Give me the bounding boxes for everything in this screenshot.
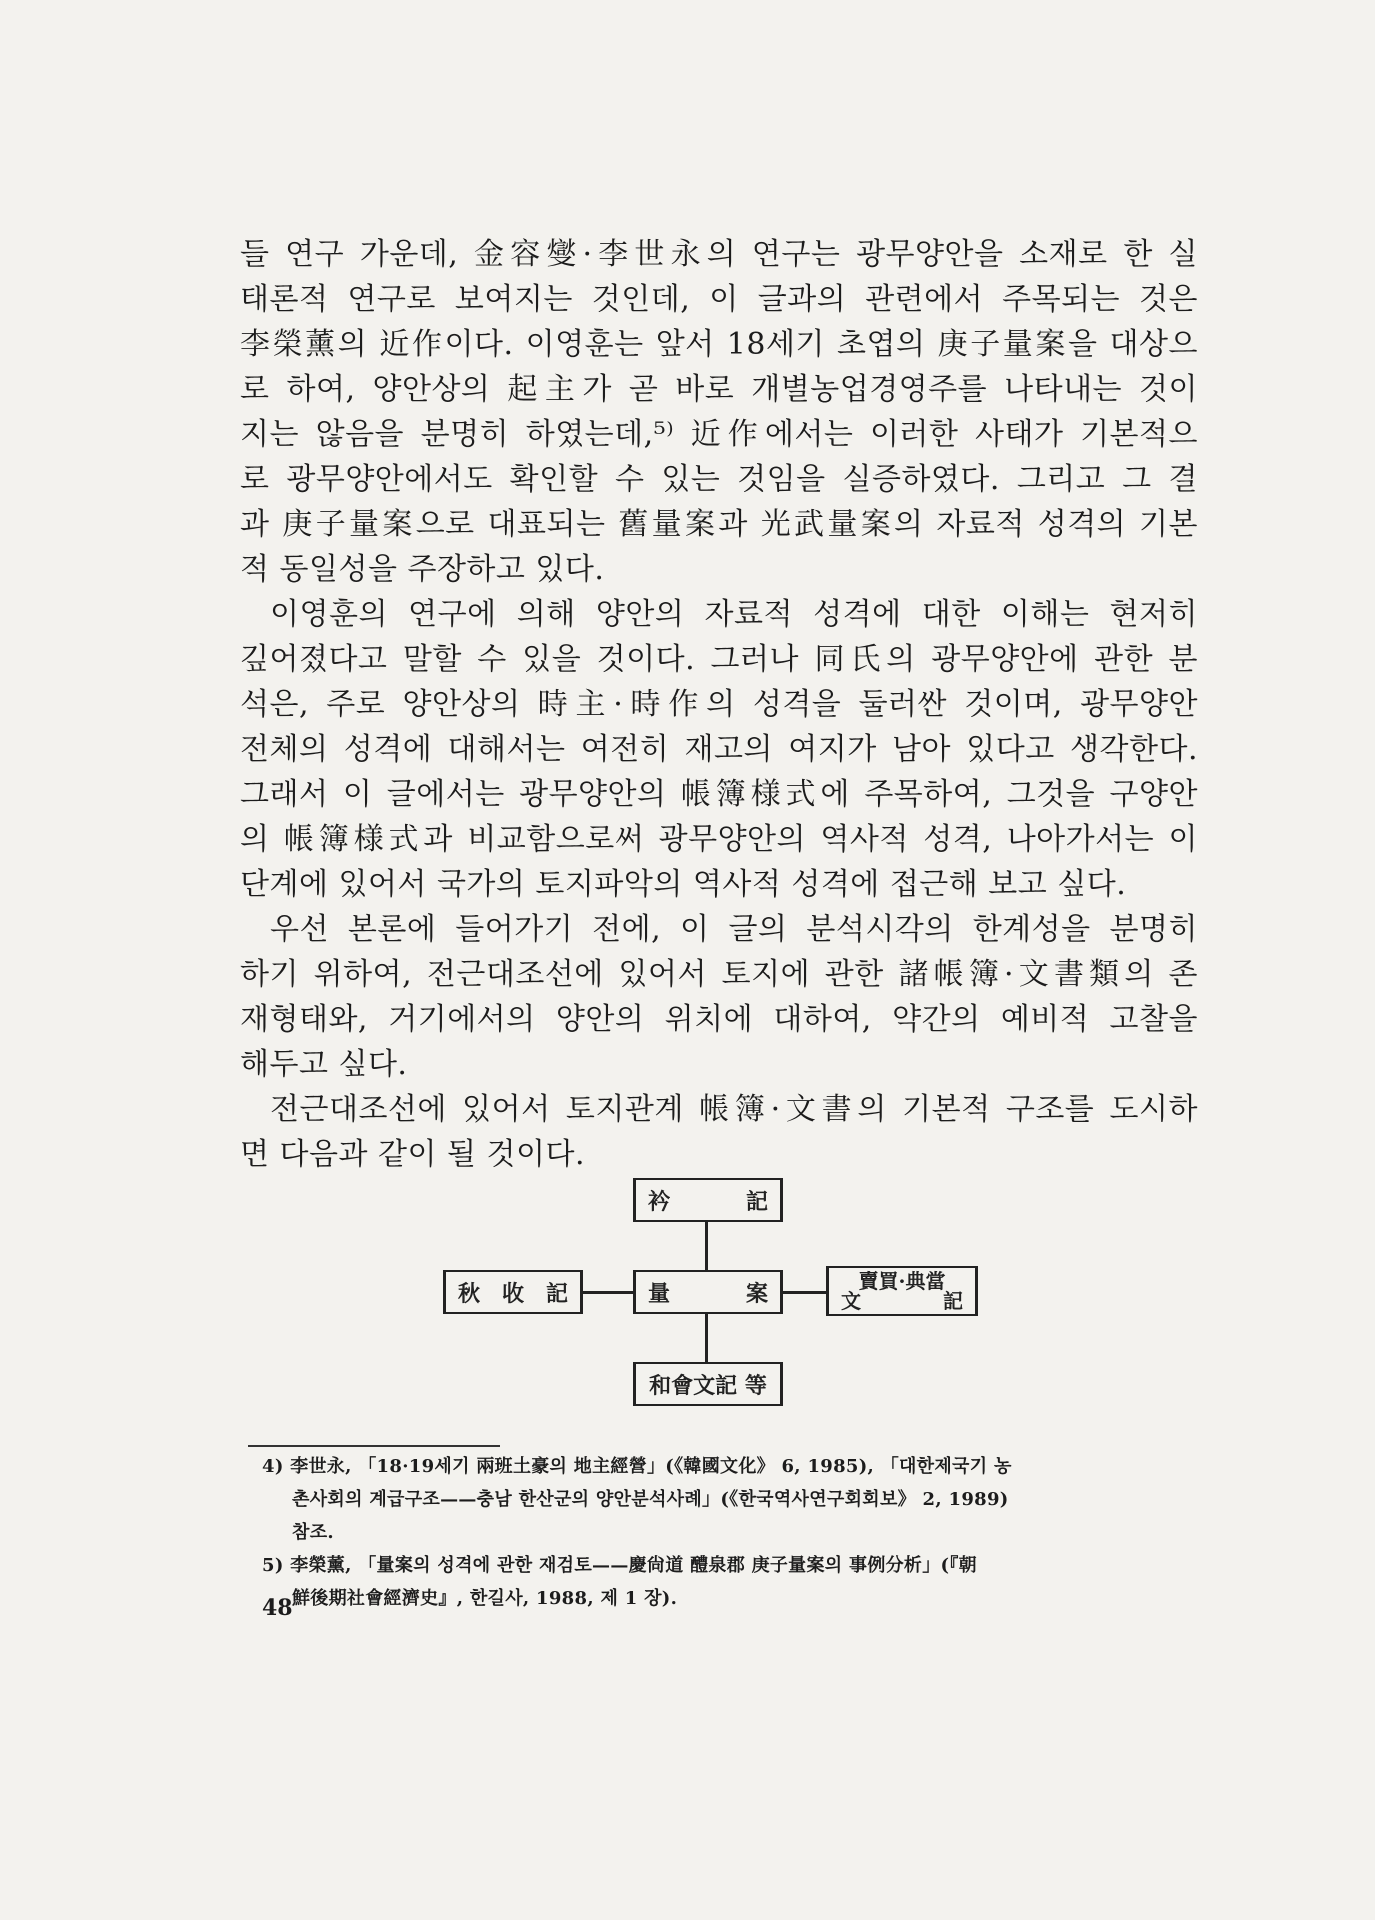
footnote-line: 촌사회의 계급구조——충남 한산군의 양안분석사례」(《한국역사연구회회보》 2, 1989) xyxy=(292,1489,1009,1510)
footnote-line: 5) 李榮薰, 「量案의 성격에 관한 재검토——慶尙道 醴泉郡 庚子量案의 事例分析」(『朝 xyxy=(262,1555,977,1576)
body-line: 단계에 있어서 국가의 토지파악의 역사적 성격에 접근해 보고 싶다. xyxy=(240,867,1127,902)
box-char: 量 xyxy=(648,1280,671,1307)
body-line: 로 하여, 양안상의 起主가 곧 바로 개별농업경영주를 나타내는 것이 xyxy=(240,372,1198,407)
body-line: 적 동일성을 주장하고 있다. xyxy=(240,552,605,587)
box-char: 衿 xyxy=(648,1188,671,1215)
connector-top xyxy=(705,1222,708,1270)
body-line: 하기 위하여, 전근대조선에 있어서 토지에 관한 諸帳簿·文書類의 존 xyxy=(240,957,1198,992)
body-line: 의 帳簿様式과 비교함으로써 광무양안의 역사적 성격, 나아가서는 이 xyxy=(240,822,1198,857)
body-line: 해두고 싶다. xyxy=(240,1047,408,1082)
diagram-box-top xyxy=(633,1178,783,1222)
body-line: 그래서 이 글에서는 광무양안의 帳簿様式에 주목하여, 그것을 구양안 xyxy=(240,777,1198,812)
body-line: 과 庚子量案으로 대표되는 舊量案과 光武量案의 자료적 성격의 기본 xyxy=(240,507,1198,542)
body-line: 李榮薰의 近作이다. 이영훈는 앞서 18세기 초엽의 庚子量案을 대상으 xyxy=(240,327,1198,362)
body-line: 전체의 성격에 대해서는 여전히 재고의 여지가 남아 있다고 생각한다. xyxy=(240,732,1198,767)
box-char: 記 xyxy=(943,1289,963,1313)
body-line: 면 다음과 같이 될 것이다. xyxy=(240,1137,585,1172)
footnote-line: 4) 李世永, 「18·19세기 兩班土豪의 地主經營」(《韓國文化》 6, 1985), 「대한제국기 농 xyxy=(262,1456,1012,1477)
box-char: 秋 xyxy=(458,1280,481,1307)
box-char: 收 xyxy=(501,1280,524,1307)
body-line: 깊어졌다고 말할 수 있을 것이다. 그러나 同氏의 광무양안에 관한 분 xyxy=(240,642,1198,677)
footnotes xyxy=(262,1450,1202,1615)
diagram-box-bottom xyxy=(633,1362,783,1406)
body-line: 태론적 연구로 보여지는 것인데, 이 글과의 관련에서 주목되는 것은 xyxy=(240,282,1198,317)
body-line: 재형태와, 거기에서의 양안의 위치에 대하여, 약간의 예비적 고찰을 xyxy=(240,1002,1198,1037)
diagram-box-right xyxy=(826,1266,978,1316)
footnote-rule xyxy=(248,1445,500,1447)
diagram-box-left xyxy=(443,1270,583,1314)
connector-left xyxy=(583,1291,633,1294)
body-line: 로 광무양안에서도 확인할 수 있는 것임을 실증하였다. 그리고 그 결 xyxy=(240,462,1198,497)
box-text: 賣買·典當 xyxy=(858,1269,946,1293)
body-line: 전근대조선에 있어서 토지관계 帳簿·文書의 기본적 구조를 도시하 xyxy=(270,1092,1198,1127)
body-line: 들 연구 가운데, 金容燮·李世永의 연구는 광무양안을 소재로 한 실 xyxy=(240,237,1198,272)
page-number: 48 xyxy=(262,1595,293,1621)
diagram-box-center xyxy=(633,1270,783,1314)
box-char: 記 xyxy=(745,1188,768,1215)
connector-right xyxy=(783,1291,826,1294)
body-text xyxy=(240,232,1198,1177)
body-line: 이영훈의 연구에 의해 양안의 자료적 성격에 대한 이해는 현저히 xyxy=(270,597,1198,632)
box-text: 和會文記 等 xyxy=(649,1372,767,1399)
box-char: 記 xyxy=(545,1280,568,1307)
body-line: 우선 본론에 들어가기 전에, 이 글의 분석시각의 한계성을 분명히 xyxy=(270,912,1198,947)
body-line: 지는 않음을 분명히 하였는데,⁵⁾ 近作에서는 이러한 사태가 기본적으 xyxy=(240,417,1198,452)
connector-bottom xyxy=(705,1314,708,1362)
footnote-line: 鮮後期社會經濟史』, 한길사, 1988, 제 1 장). xyxy=(292,1588,678,1609)
box-char: 案 xyxy=(745,1280,768,1307)
box-char: 文 xyxy=(841,1289,861,1313)
footnote-line: 참조. xyxy=(292,1522,334,1543)
body-line: 석은, 주로 양안상의 時主·時作의 성격을 둘러싼 것이며, 광무양안 xyxy=(240,687,1198,722)
